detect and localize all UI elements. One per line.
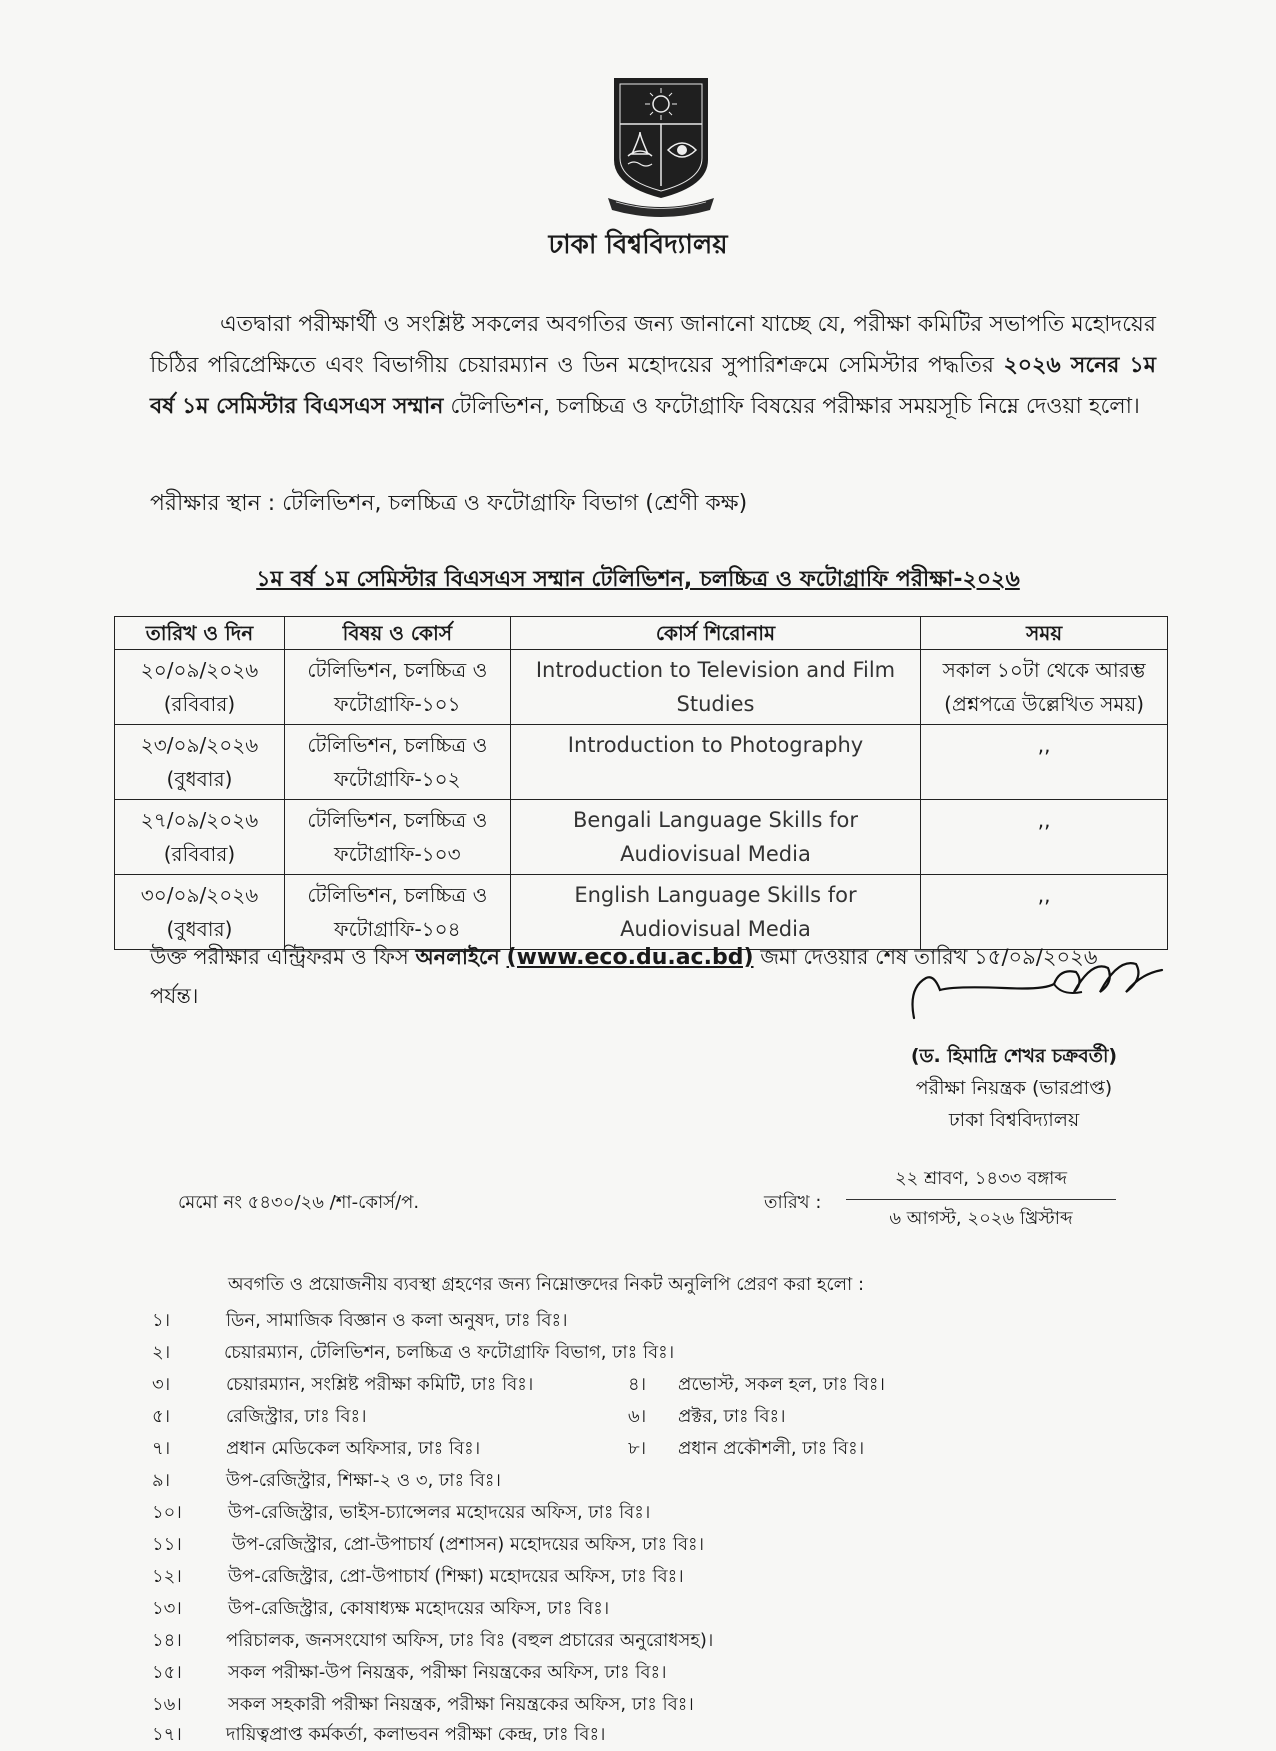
course-title-cell: Introduction to Television and Film Studies (510, 650, 921, 725)
signatory-name: (ড. হিমাদ্রি শেখর চক্রবর্তী) (910, 1045, 1118, 1067)
date-cell: ৩০/০৯/২০২৬ (বুধবার) (115, 875, 285, 950)
online-label: অনলাইনে (415, 945, 500, 969)
university-logo (606, 74, 716, 219)
header-date-day: তারিখ ও দিন (115, 617, 285, 650)
gregorian-date: ৬ আগস্ট, ২০২৬ খ্রিস্টাব্দ (889, 1208, 1073, 1229)
course-cell: টেলিভিশন, চলচ্চিত্র ও ফটোগ্রাফি-১০৪ (284, 875, 510, 950)
date-cell: ২৭/০৯/২০২৬ (রবিবার) (115, 800, 285, 875)
cc-list-item: ১৬। সকল সহকারী পরীক্ষা নিয়ন্ত্রক, পরীক্ষা নিয়ন্ত্রকের অফিস, ঢাঃ বিঃ। (152, 1694, 694, 1715)
signatory-designation: পরীক্ষা নিয়ন্ত্রক (ভারপ্রাপ্ত) (915, 1077, 1113, 1099)
notice-paragraph (150, 304, 1156, 427)
course-cell: টেলিভিশন, চলচ্চিত্র ও ফটোগ্রাফি-১০৩ (284, 800, 510, 875)
cc-list-item: ৪। প্রভোস্ট, সকল হল, ঢাঃ বিঃ। (628, 1374, 885, 1395)
header-course-title: কোর্স শিরোনাম (510, 617, 921, 650)
date-cell: ২৩/০৯/২০২৬ (বুধবার) (115, 725, 285, 800)
intro-text: এতদ্বারা পরীক্ষার্থী ও সংশ্লিষ্ট সকলের অবগতির জন্য জানানো যাচ্ছে যে, পরীক্ষা কমিটির সভাপতি মহোদয়ের চিঠির পরিপ্রেক্ষিতে এবং বিভাগীয় চেয়ারম্যান ও ডিন মহোদয়ের সুপারিশক্রমে সেমিস্টার পদ্ধতির (150, 312, 1156, 378)
signatory-block (880, 1040, 1148, 1136)
table-row (115, 725, 1168, 800)
table-header-row (115, 617, 1168, 650)
exam-schedule-table (114, 616, 1168, 950)
cc-list-item: ৭। প্রধান মেডিকেল অফিসার, ঢাঃ বিঃ। (152, 1438, 481, 1459)
cc-list-item: ১৪। পরিচালক, জনসংযোগ অফিস, ঢাঃ বিঃ (বহুল প্রচারের অনুরোধসহ)। (152, 1630, 714, 1651)
signatory-organization: ঢাকা বিশ্ববিদ্যালয় (948, 1109, 1080, 1131)
course-title-cell: English Language Skills for Audiovisual Media (510, 875, 921, 950)
course-cell: টেলিভিশন, চলচ্চিত্র ও ফটোগ্রাফি-১০২ (284, 725, 510, 800)
deadline-text: উক্ত পরীক্ষার এন্ট্রিফরম ও ফিস (150, 945, 409, 969)
handwritten-signature (904, 948, 1164, 1038)
course-title-cell: Bengali Language Skills for Audiovisual Media (510, 800, 921, 875)
course-title-cell: Introduction to Photography (510, 725, 921, 800)
cc-list-item: ৮। প্রধান প্রকৌশলী, ঢাঃ বিঃ। (628, 1438, 865, 1459)
copy-distribution-intro: অবগতি ও প্রয়োজনীয় ব্যবস্থা গ্রহণের জন্য নিম্নোক্তদের নিকট অনুলিপি প্রেরণ করা হলো : (228, 1274, 865, 1295)
cc-list-item: ১১। উপ-রেজিস্ট্রার, প্রো-উপাচার্য (প্রশাসন) মহোদয়ের অফিস, ঢাঃ বিঃ। (152, 1534, 705, 1555)
cc-list-item: ৫। রেজিস্ট্রার, ঢাঃ বিঃ। (152, 1406, 367, 1427)
header-subject-course: বিষয় ও কোর্স (284, 617, 510, 650)
date-cell: ২০/০৯/২০২৬ (রবিবার) (115, 650, 285, 725)
bangla-date: ২২ শ্রাবণ, ১৪৩৩ বঙ্গাব্দ (846, 1164, 1116, 1200)
cc-list-item: ১। ডিন, সামাজিক বিজ্ঞান ও কলা অনুষদ, ঢাঃ বিঃ। (152, 1310, 568, 1331)
memo-number: মেমো নং ৫৪৩০/২৬ /শা-কোর্স/প. (178, 1192, 420, 1213)
cc-list-item: ১৫। সকল পরীক্ষা-উপ নিয়ন্ত্রক, পরীক্ষা নিয়ন্ত্রকের অফিস, ঢাঃ বিঃ। (152, 1662, 667, 1683)
exam-venue: পরীক্ষার স্থান : টেলিভিশন, চলচ্চিত্র ও ফটোগ্রাফি বিভাগ (শ্রেণী কক্ষ) (150, 491, 748, 516)
cc-list-item: ১২। উপ-রেজিস্ট্রার, প্রো-উপাচার্য (শিক্ষা) মহোদয়ের অফিস, ঢাঃ বিঃ। (152, 1566, 684, 1587)
cc-list-item: ৩। চেয়ারম্যান, সংশ্লিষ্ট পরীক্ষা কমিটি, ঢাঃ বিঃ। (152, 1374, 534, 1395)
cc-list-item: ১০। উপ-রেজিস্ট্রার, ভাইস-চ্যান্সেলর মহোদয়ের অফিস, ঢাঃ বিঃ। (152, 1502, 651, 1523)
university-name: ঢাকা বিশ্ববিদ্যালয় (548, 230, 728, 260)
time-cell: সকাল ১০টা থেকে আরম্ভ (প্রশ্নপত্রে উল্লেখিত সময়) (921, 650, 1168, 725)
time-cell: ,, (921, 725, 1168, 800)
table-row (115, 800, 1168, 875)
time-cell: ,, (921, 800, 1168, 875)
deadline-date-text: জমা দেওয়ার শেষ তারিখ ১৫/০৯/২০২৬ পর্যন্ত। (150, 945, 1098, 1008)
schedule-title: ১ম বর্ষ ১ম সেমিস্টার বিএসএস সম্মান টেলিভিশন, চলচ্চিত্র ও ফটোগ্রাফি পরীক্ষা-২০২৬ (256, 567, 1020, 592)
website-link[interactable]: (www.eco.du.ac.bd) (506, 945, 754, 970)
cc-list-item: ৬। প্রক্টর, ঢাঃ বিঃ। (628, 1406, 786, 1427)
issue-date (846, 1164, 1116, 1235)
cc-list-item: ১৭। দায়িত্বপ্রাপ্ত কর্মকর্তা, কলাভবন পরীক্ষা কেন্দ্র, ঢাঃ বিঃ। (152, 1724, 606, 1745)
date-label: তারিখ : (764, 1192, 822, 1213)
intro-text-end: টেলিভিশন, চলচ্চিত্র ও ফটোগ্রাফি বিষয়ের পরীক্ষার সময়সূচি নিম্নে দেওয়া হলো। (450, 394, 1140, 419)
cc-list-item: ১৩। উপ-রেজিস্ট্রার, কোষাধ্যক্ষ মহোদয়ের অফিস, ঢাঃ বিঃ। (152, 1598, 610, 1619)
header-time: সময় (921, 617, 1168, 650)
cc-list-item: ২। চেয়ারম্যান, টেলিভিশন, চলচ্চিত্র ও ফটোগ্রাফি বিভাগ, ঢাঃ বিঃ। (152, 1342, 675, 1363)
time-cell: ,, (921, 875, 1168, 950)
table-row (115, 650, 1168, 725)
intro-bold-text: ২০২৬ সনের ১ম বর্ষ ১ম সেমিস্টার বিএসএস সম্মান (150, 353, 1156, 419)
course-cell: টেলিভিশন, চলচ্চিত্র ও ফটোগ্রাফি-১০১ (284, 650, 510, 725)
cc-list-item: ৯। উপ-রেজিস্ট্রার, শিক্ষা-২ ও ৩, ঢাঃ বিঃ। (152, 1470, 501, 1491)
